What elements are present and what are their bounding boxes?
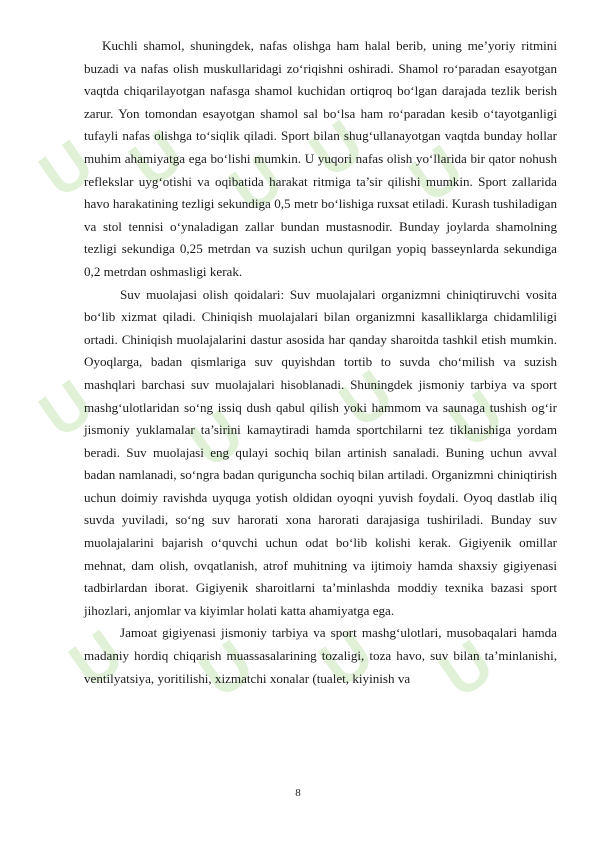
- watermark-glyph: U: [26, 125, 106, 212]
- watermark-glyph: U: [26, 365, 106, 452]
- watermark-glyph: U: [436, 375, 516, 462]
- watermark-glyph: U: [56, 615, 136, 702]
- paragraph-water-procedures: Suv muolajasi olish qoidalari: Suv muolajalari organizmni chiniqtiruvchi vosita bo‘lib xizmat qiladi. Chiniqish muolajalari bilan organizmni kasalliklarga chidamliligi ortadi. Chiniqish muolajalarini dastur asosida har qanday sharoitda tashkil etish mumkin. Oyoqlarga, badan qismlariga suv quyishdan tortib to suvda cho‘milish va suzish mashqlari barchasi suv muolajalari hisoblanadi. Shuningdek jismoniy tarbiya va sport mashg‘ulotlaridan so‘ng issiq dush qabul qilish yoki hammom va saunaga tushish og‘ir jismoniy yuklamalar ta’sirini kamaytiradi hamda sportchilarni tez tiklanishiga yordam beradi. Suv muolajasi eng qulayi sochiq bilan artinish sanaladi. Buning uchun avval badan namlanadi, so‘ngra badan quriguncha sochiq bilan artiladi. Organizmni chiniqtirish uchun doimiy ravishda uyquga yotish oldidan oyoqni yuvish foydali. Oyoq dastlab iliq suvda yuviladi, so‘ng suv harorati xona harorati darajasiga tushiriladi. Bunday suv muolajalarini bajarish o‘quvchi uchun odat bo‘lib kolishi kerak. Gigiyenik omillar mehnat, dam olish, ovqatlanish, atrof muhitning va ijtimoiy hamda shaxsiy gigiyenasi tadbirlardan iborat. Gigiyenik sharoitlarni ta’minlashda moddiy texnika bazasi sport jihozlari, anjomlar va kiyimlar holati katta ahamiyatga ega.: [84, 286, 557, 618]
- watermark-glyph: U: [326, 355, 406, 442]
- watermark-glyph: U: [216, 140, 296, 227]
- body-text: [84, 35, 557, 690]
- watermark-glyph: U: [396, 130, 476, 217]
- paragraph-public-hygiene: Jamoat gigiyenasi jismoniy tarbiya va sport mashg‘ulotlari, musobaqalari hamda madaniy hordiq chiqarish muassasalarining tozaligi, toza havo, suv bilan ta’minlanishi, ventilyatsiya, yoritilishi, xizmatchi xonalar (tualet, kiyinish va: [84, 625, 557, 686]
- watermark-glyph: U: [186, 625, 266, 712]
- watermark-glyph: U: [426, 625, 506, 712]
- paragraph-wind: Kuchli shamol, shuningdek, nafas olishga ham halal berib, uning me’yoriy ritmini buzadi va nafas olish muskullaridagi zo‘riqishni oshiradi. Shamol ro‘paradan esayotgan vaqtda chiqarilayotgan nafasga shamol kuchidan ortiqroq bo‘lgan darajada tezlik berish zarur. Yon tomondan esayotgan shamol sal bo‘lsa ham ro‘paradan kesib o‘tayotganligi tufayli nafas olishga to‘siqlik qiladi. Sport bilan shug‘ullanayotgan vaqtda bunday hollar muhim ahamiyatga ega bo‘lishi mumkin. U yuqori nafas olish yo‘llarida bir qator nohush reflekslar uyg‘otishi va oqibatida harakat ritmiga ta’sir qilishi mumkin. Sport zallarida havo harakatining tezligi sekundiga 0,5 metr bo‘lishiga ruxsat etiladi. Kurash tushiladigan va stol tennisi o‘ynaladigan zallar bundan mustasnodir. Bunday joylarda shamolning tezligi sekundiga 0,25 metrdan va suzish uchun qurilgan yopiq basseynlarda sekundiga 0,2 metrdan oshmasligi kerak.: [84, 38, 557, 279]
- watermark-glyph: U: [306, 615, 386, 702]
- watermark-glyph: U: [176, 395, 256, 482]
- watermark-glyph: U: [116, 115, 196, 202]
- page-number: 8: [295, 787, 301, 799]
- watermark-glyph: U: [296, 105, 376, 192]
